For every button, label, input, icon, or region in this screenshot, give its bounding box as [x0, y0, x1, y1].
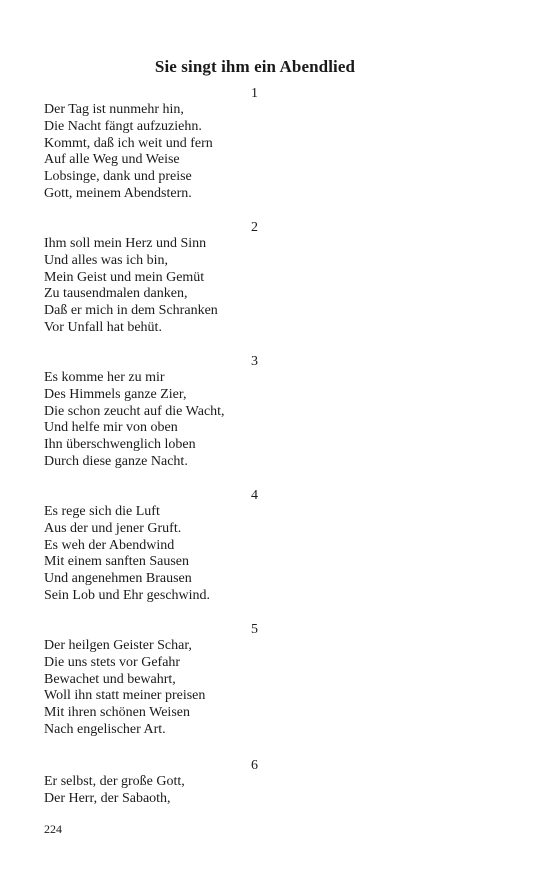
poem-title: Sie singt ihm ein Abendlied — [154, 57, 356, 76]
stanza-number: 6 — [251, 758, 258, 773]
verse-line: Woll ihn statt meiner preisen — [44, 688, 206, 704]
verse-line: Sein Lob und Ehr geschwind. — [44, 587, 211, 603]
verse-line: Mein Geist und mein Gemüt — [44, 269, 205, 285]
stanza-number: 5 — [251, 622, 258, 637]
verse-line: Und alles was ich bin, — [44, 252, 169, 268]
stanza-lines — [44, 236, 484, 337]
verse-line: Die Nacht fängt aufzuziehn. — [44, 118, 202, 134]
verse-line: Aus der und jener Gruft. — [44, 520, 182, 536]
verse-line: Lobsinge, dank und preise — [44, 169, 192, 185]
stanza-number: 2 — [251, 220, 258, 235]
page-number: 224 — [44, 822, 62, 836]
verse-line: Der heilgen Geister Schar, — [44, 638, 192, 653]
stanza-number: 4 — [251, 488, 258, 503]
stanza-lines — [44, 774, 484, 808]
verse-line: Durch diese ganze Nacht. — [44, 453, 188, 469]
verse-line: Zu tausendmalen danken, — [44, 286, 188, 302]
verse-line: Es rege sich die Luft — [44, 504, 160, 519]
verse-line: Und helfe mir von oben — [44, 420, 178, 436]
verse-line: Kommt, daß ich weit und fern — [44, 135, 213, 151]
verse-line: Es komme her zu mir — [44, 370, 165, 385]
verse-line: Nach engelischer Art. — [44, 721, 166, 737]
verse-line: Daß er mich in dem Schranken — [44, 303, 218, 319]
verse-line: Auf alle Weg und Weise — [44, 152, 180, 168]
stanza-lines — [44, 504, 484, 605]
stanza-lines — [44, 102, 484, 203]
stanza-number: 3 — [251, 354, 258, 369]
verse-line: Und angenehmen Brausen — [44, 571, 192, 587]
verse-line: Der Tag ist nunmehr hin, — [44, 102, 184, 117]
verse-line: Der Herr, der Sabaoth, — [44, 790, 171, 806]
verse-line: Es weh der Abendwind — [44, 537, 175, 553]
verse-line: Gott, meinem Abendstern. — [44, 185, 192, 201]
stanza-lines — [44, 370, 484, 471]
verse-line: Mit einem sanften Sausen — [44, 554, 190, 570]
verse-line: Ihm soll mein Herz und Sinn — [44, 236, 207, 251]
verse-line: Die schon zeucht auf die Wacht, — [44, 403, 225, 419]
stanza-number: 1 — [251, 86, 258, 101]
verse-line: Ihn überschwenglich loben — [44, 437, 196, 453]
verse-line: Bewachet und bewahrt, — [44, 671, 176, 687]
verse-line: Vor Unfall hat behüt. — [44, 319, 162, 335]
verse-line: Er selbst, der große Gott, — [44, 774, 185, 789]
stanza-lines — [44, 638, 484, 739]
verse-line: Die uns stets vor Gefahr — [44, 654, 181, 670]
verse-line: Mit ihren schönen Weisen — [44, 705, 190, 721]
verse-line: Des Himmels ganze Zier, — [44, 386, 187, 402]
